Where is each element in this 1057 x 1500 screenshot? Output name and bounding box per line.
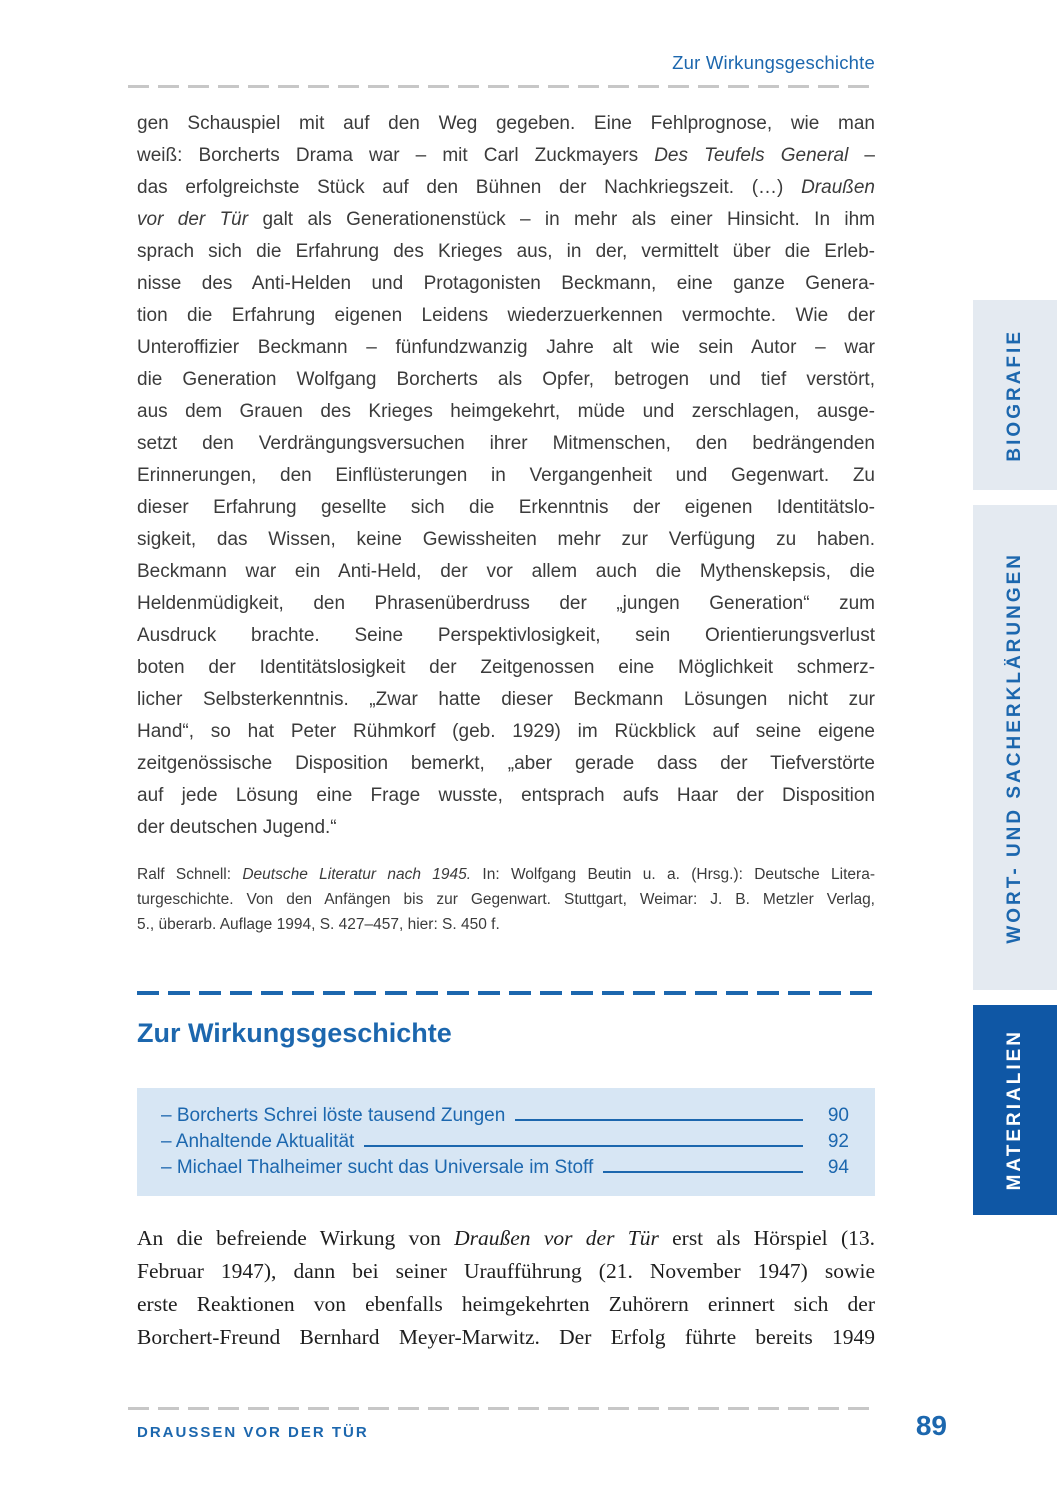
toc-item-label: – Borcherts Schrei löste tausend Zungen xyxy=(161,1105,506,1126)
text-line: weiß: Borcherts Drama war – mit Carl Zuckmayers Des Teufels General – xyxy=(137,145,875,166)
toc-leader-line xyxy=(515,1106,803,1121)
toc-page-number: 92 xyxy=(827,1131,849,1152)
footer-divider-dashed-line xyxy=(128,1407,872,1410)
section-divider-dashed-line xyxy=(137,991,875,995)
toc-page-number: 94 xyxy=(827,1157,849,1178)
text-line: Hand“, so hat Peter Rühmkorf (geb. 1929) im Rückblick auf seine eigene xyxy=(137,721,875,742)
text-line: setzt den Verdrängungsversuchen ihrer Mitmenschen, den bedrängenden xyxy=(137,433,875,454)
text-line: licher Selbsterkenntnis. „Zwar hatte dieser Beckmann Lösungen nicht zur xyxy=(137,689,875,710)
text-line: gen Schauspiel mit auf den Weg gegeben. Eine Fehlprognose, wie man xyxy=(137,113,875,134)
section-title: Zur Wirkungsgeschichte xyxy=(137,1018,452,1048)
text-line: Beckmann war ein Anti-Held, der vor allem auch die Mythenskepsis, die xyxy=(137,561,875,582)
text-line: Erinnerungen, den Einflüsterungen in Vergangenheit und Gegenwart. Zu xyxy=(137,465,875,486)
text-line: aus dem Grauen des Krieges heimgekehrt, müde und zerschlagen, ausge- xyxy=(137,401,875,422)
text-line: 5., überarb. Auflage 1994, S. 427–457, hier: S. 450 f. xyxy=(137,916,500,933)
text-line: tion die Erfahrung eigenen Leidens wiederzuerkennen vermochte. Wie der xyxy=(137,305,875,326)
toc-page-number: 90 xyxy=(827,1105,849,1126)
toc-item[interactable] xyxy=(161,1103,849,1129)
quote-paragraph xyxy=(137,108,875,844)
tab-wort-und-sacherklaerungen[interactable] xyxy=(973,505,1057,990)
text-line: boten der Identitätslosigkeit der Zeitgenossen eine Möglichkeit schmerz- xyxy=(137,657,875,678)
text-line: vor der Tür galt als Generationenstück – in mehr als einer Hinsicht. In ihm xyxy=(137,209,875,230)
toc-item[interactable] xyxy=(161,1155,849,1181)
source-citation xyxy=(137,862,875,937)
text-line: dieser Erfahrung gesellte sich die Erkenntnis der eigenen Identitätslo- xyxy=(137,497,875,518)
text-line: Februar 1947), dann bei seiner Uraufführung (21. November 1947) sowie xyxy=(137,1259,875,1283)
body-paragraph xyxy=(137,1222,875,1354)
toc-item-label: – Michael Thalheimer sucht das Universale im Stoff xyxy=(161,1157,594,1178)
toc-box xyxy=(137,1088,875,1196)
tab-biografie[interactable] xyxy=(973,300,1057,490)
text-line: zeitgenössische Disposition bemerkt, „aber gerade dass der Tiefverstörte xyxy=(137,753,875,774)
text-line: erste Reaktionen von ebenfalls heimgekehrten Zuhörern erinnert sich der xyxy=(137,1292,875,1316)
tab-materialien-label: MATERIALIEN xyxy=(1004,1029,1025,1191)
toc-item-label: – Anhaltende Aktualität xyxy=(161,1131,355,1152)
text-line: Ausdruck brachte. Seine Perspektivlosigkeit, sein Orientierungsverlust xyxy=(137,625,875,646)
text-line: Borchert-Freund Bernhard Meyer-Marwitz. Der Erfolg führte bereits 1949 xyxy=(137,1325,875,1349)
text-line: Unteroffizier Beckmann – fünfundzwanzig Jahre alt wie sein Autor – war xyxy=(137,337,875,358)
text-line: der deutschen Jugend.“ xyxy=(137,817,337,838)
text-line: sprach sich die Erfahrung des Krieges aus, in der, vermittelt über die Erleb- xyxy=(137,241,875,262)
text-line: auf jede Lösung eine Frage wusste, entsprach aufs Haar der Disposition xyxy=(137,785,875,806)
tab-biografie-label: BIOGRAFIE xyxy=(1004,328,1025,462)
running-header: Zur Wirkungsgeschichte xyxy=(672,52,875,73)
toc-item[interactable] xyxy=(161,1129,849,1155)
tab-wort-und-sacherklaerungen-label: WORT- UND SACHERKLÄRUNGEN xyxy=(1004,551,1025,944)
toc-leader-line xyxy=(603,1158,803,1173)
page-number: 89 xyxy=(915,1410,947,1441)
text-line: An die befreiende Wirkung von Draußen vor der Tür erst als Hörspiel (13. xyxy=(137,1226,875,1250)
footer-book-title: DRAUSSEN VOR DER TÜR xyxy=(137,1424,369,1441)
text-line: nisse des Anti-Helden und Protagonisten Beckmann, eine ganze Genera- xyxy=(137,273,875,294)
text-line: Ralf Schnell: Deutsche Literatur nach 1945. In: Wolfgang Beutin u. a. (Hrsg.): Deutsche Litera- xyxy=(137,866,875,883)
tab-materialien[interactable] xyxy=(973,1005,1057,1215)
text-line: das erfolgreichste Stück auf den Bühnen der Nachkriegszeit. (…) Draußen xyxy=(137,177,875,198)
header-divider-dashed-line xyxy=(128,85,872,88)
text-line: Heldenmüdigkeit, den Phrasenüberdruss der „jungen Generation“ zum xyxy=(137,593,875,614)
text-line: die Generation Wolfgang Borcherts als Opfer, betrogen und tief verstört, xyxy=(137,369,875,390)
toc-leader-line xyxy=(364,1132,803,1147)
text-line: turgeschichte. Von den Anfängen bis zur Gegenwart. Stuttgart, Weimar: J. B. Metzler Verlag, xyxy=(137,891,875,908)
text-line: sigkeit, das Wissen, keine Gewissheiten mehr zur Verfügung zu haben. xyxy=(137,529,875,550)
